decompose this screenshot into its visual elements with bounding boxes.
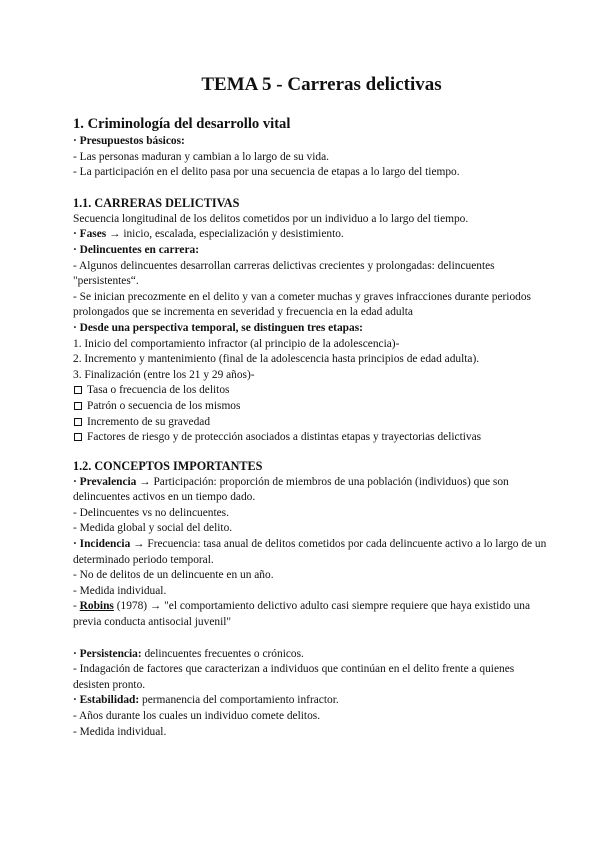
etapa-item: 3. Finalización (entre los 21 y 29 años)- <box>73 368 255 381</box>
text-line: - Indagación de factores que caracterizan a individuos que continúan en el delito frente a quienes desisten pronto. <box>73 663 515 691</box>
page-title: TEMA 5 - Carreras delictivas <box>201 74 442 95</box>
section-heading-carreras: 1.1. CARRERAS DELICTIVAS <box>73 195 240 210</box>
text-line: - Medida individual. <box>73 725 167 738</box>
persistencia-line: · Persistencia: delincuentes frecuentes o crónicos. <box>73 647 304 660</box>
etapa-item: 1. Inicio del comportamiento infractor (al principio de la adolescencia)- <box>73 337 400 350</box>
fases-line: · Fases → inicio, escalada, especialización y desistimiento. <box>73 228 344 241</box>
text-line: - Años durante los cuales un individuo comete delitos. <box>73 710 321 722</box>
text-line: - Medida global y social del delito. <box>73 522 233 535</box>
section-heading-conceptos: 1.2. CONCEPTOS IMPORTANTES <box>73 458 263 473</box>
text-line: - Delincuentes vs no delincuentes. <box>73 506 229 519</box>
etapa-item: 2. Incremento y mantenimiento (final de la adolescencia hasta principios de edad adulta). <box>73 353 480 366</box>
checklist-item: Patrón o secuencia de los mismos <box>73 399 550 415</box>
section-heading-criminologia: 1. Criminología del desarrollo vital <box>73 116 291 132</box>
delincuentes-label: · Delincuentes en carrera: <box>73 243 199 256</box>
checkbox-icon <box>74 402 82 410</box>
text-line: - Medida individual. <box>73 584 167 597</box>
temporal-label: · Desde una perspectiva temporal, se distinguen tres etapas: <box>73 321 363 334</box>
presupuestos-label: · Presupuestos básicos: <box>73 135 185 147</box>
text-line: - La participación en el delito pasa por una secuencia de etapas a lo largo del tiempo. <box>73 166 460 179</box>
text-line: - Las personas maduran y cambian a lo largo de su vida. <box>73 150 329 163</box>
checkbox-icon <box>74 433 82 441</box>
checklist-item: Tasa o frecuencia de los delitos <box>73 383 550 399</box>
checkbox-icon <box>74 386 82 394</box>
text-line: - No de delitos de un delincuente en un año. <box>73 569 274 582</box>
text-line: - Se inician precozmente en el delito y van a cometer muchas y graves infracciones durante periodos prolongados que se incrementa en severidad y frecuencia en la edad adulta <box>73 290 531 319</box>
checkbox-icon <box>74 418 82 426</box>
robins-quote: - Robins (1978) → "el comportamiento delictivo adulto casi siempre requiere que haya existido una previa conducta antisocial juvenil" <box>73 600 531 629</box>
checklist-item: Incremento de su gravedad <box>73 415 550 431</box>
text-line: Secuencia longitudinal de los delitos cometidos por un individuo a lo largo del tiempo. <box>73 212 469 225</box>
prevalencia-line: · Prevalencia → Participación: proporción de miembros de una población (individuos) que son delincuentes activos en un tiempo dado. <box>73 475 509 504</box>
checklist-item: Factores de riesgo y de protección asociados a distintas etapas y trayectorias delictivas <box>73 430 550 446</box>
incidencia-line: · Incidencia → Frecuencia: tasa anual de delitos cometidos por cada delincuente activo a lo largo de un determinado periodo temporal. <box>73 538 547 566</box>
estabilidad-line: · Estabilidad: permanencia del comportamiento infractor. <box>73 694 339 707</box>
text-line: - Algunos delincuentes desarrollan carreras delictivas crecientes y prolongadas: delincuentes "persistentes“. <box>73 259 495 288</box>
